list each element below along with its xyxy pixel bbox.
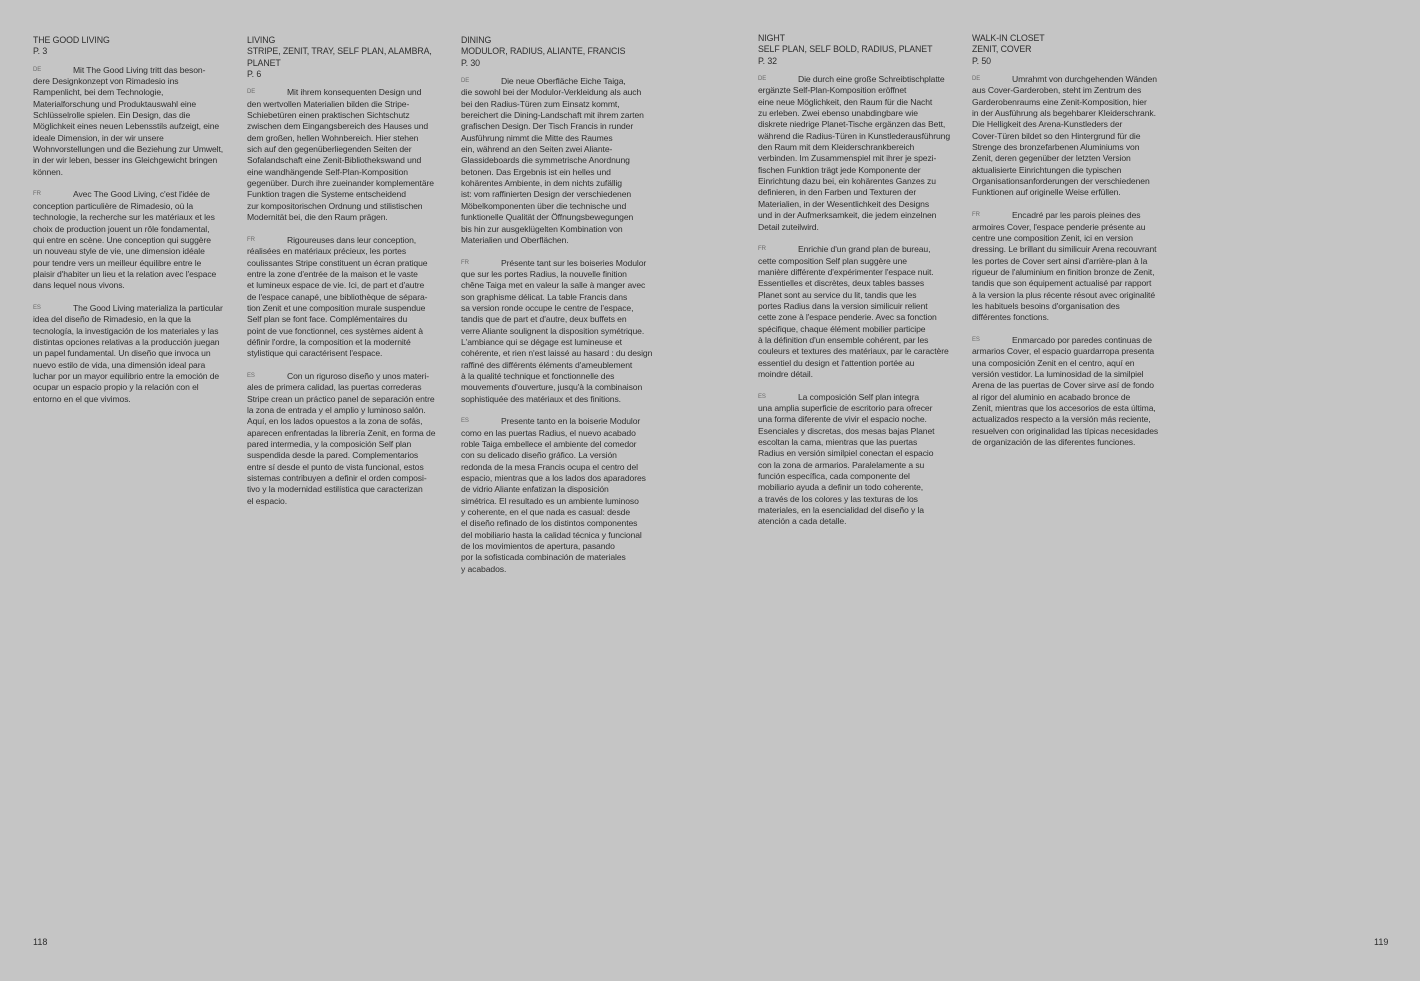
paragraph-de xyxy=(972,74,1177,199)
page-number-right: 119 xyxy=(1374,937,1389,947)
paragraph-text: Umrahmt von durchgehenden Wänden aus Cover-Garderoben, steht im Zentrum des Garderobenraums eine Zenit-Komposition, hier in der Ausführung als begehbarer Kleiderschrank. Die Helligkeit des Arena-Kunstleders der Cover-Türen bildet so den Hintergrund für die Strenge des bronzefarbenen Aluminiums von Zenit, deren gegenüber der letzten Version aktualisierte Einrichtungen die typischen Organisationsanforderungen der verschiedenen Funktionen auf originelle Weise erfüllen. xyxy=(972,74,1157,198)
lang-label: FR xyxy=(758,246,766,253)
column-dining xyxy=(461,35,666,587)
paragraph-de xyxy=(461,76,666,246)
lang-label: ES xyxy=(972,336,980,343)
lang-label: FR xyxy=(461,259,469,266)
paragraph-text: The Good Living materializa la particular idea del diseño de Rimadesio, en la que la tecnología, la investigación de los materiales y las distintas opciones relativas a la producción juegan un papel fundamental. Un diseño que invoca un nuevo estilo de vida, una dimensión ideal para luchar por un mayor equilibrio entre la emoción de ocupar un espacio propio y la relación con el entorno en el que vivimos. xyxy=(33,302,223,404)
section-heading: THE GOOD LIVING P. 3 xyxy=(33,35,110,57)
section-heading: WALK-IN CLOSET ZENIT, COVER P. 50 xyxy=(972,33,1045,66)
paragraph-text: Rigoureuses dans leur conception, réalisées en matériaux précieux, les portes coulissantes Stripe constituent un écran pratique entre la zone d'entrée de la maison et le vaste et lumineux espace de vie. Ici, de part et d'autre de l'espace canapé, une bibliothèque de sépara- tion Zenit et une composition murale suspendue Self plan se font face. Complémentaires du point de vue fonctionnel, ces systèmes aident à définir l'ordre, la composition et la modernité stylistique qui caractérisent l'espace. xyxy=(247,234,428,359)
paragraph-es xyxy=(758,392,963,528)
lang-label: DE xyxy=(247,89,256,96)
lang-label: DE xyxy=(758,76,767,83)
section-heading: LIVING STRIPE, ZENIT, TRAY, SELF PLAN, ALAMBRA, PLANET P. 6 xyxy=(247,35,432,80)
paragraph-text: Avec The Good Living, c'est l'idée de conception particulière de Rimadesio, où la technologie, la recherche sur les matériaux et les choix de production jouent un rôle fondamental, qui entre en scène. Une conception qui suggère un nouveau style de vie, une dimension idéale pour tendre vers un meilleur équilibre entre le plaisir d'habiter un lieu et la relation avec l'espace dans lequel nous vivons. xyxy=(33,189,217,291)
paragraph-text: Présente tant sur les boiseries Modulor que sur les portes Radius, la nouvelle finition chêne Taiga met en valeur la salle à manger avec son graphisme délicat. La table Francis dans sa version ronde occupe le centre de l'espace, tandis que de part et d'autre, deux buffets en verre Aliante soulignent la disposition symétrique. L'ambiance qui se dégage est lumineuse et cohérente, et rien n'est laissé au hasard : du design raffiné des différents éléments d'ameublement à la qualité technique et fonctionnelle des mouvements d'ouverture, jusqu'à la combinaison sophistiquée des matériaux et des finitions. xyxy=(461,257,653,404)
lang-label: ES xyxy=(33,304,41,311)
paragraph-de xyxy=(247,87,452,223)
paragraph-text: Encadré par les parois pleines des armoires Cover, l'espace penderie présente au centre une composition Zenit, ici en version dressing. Le brillant du similicuir Arena recouvrant les portes de Cover sert ainsi d'arrière-plan à la rigueur de l'aluminium en finition bronze de Zenit, tandis que son équipement actualisé par rapport à la version la plus récente résout avec originalité les habituels besoins d'organisation des différentes fonctions. xyxy=(972,210,1157,323)
paragraph-de xyxy=(33,65,238,178)
paragraph-fr xyxy=(461,258,666,405)
paragraph-text: Die neue Oberfläche Eiche Taiga, die sowohl bei der Modulor-Verkleidung als auch bei den Radius-Türen zum Einsatz kommt, bereichert die Dining-Landschaft mit ihrem zarten grafischen Design. Der Tisch Francis in runder Ausführung nimmt die Mitte des Raumes ein, während an den Seiten zwei Aliante- Glassideboards die symmetrische Anordnung betonen. Das Ergebnis ist ein helles und kohärentes Ambiente, in dem nichts zufällig ist: vom raffinierten Design der verschiedenen Möbelkomponenten über die technische und funktionelle Qualität der Öffnungsbewegungen bis hin zur ausgeklügelten Kombination von Materialien und Oberflächen. xyxy=(461,76,644,245)
paragraph-text: Enrichie d'un grand plan de bureau, cette composition Self plan suggère une manière différente d'expérimenter l'espace nuit. Essentielles et discrètes, deux tables basses Planet sont au service du lit, tandis que les portes Radius dans la version similicuir relient cette zone à l'espace penderie. Avec sa fonction spécifique, chaque élément mobilier participe à la définition d'un ensemble cohérent, par les couleurs et textures des matériaux, par le caractère essentiel du design et l'attention portée au moindre détail. xyxy=(758,244,949,379)
lang-label: FR xyxy=(247,236,255,243)
column-good-living xyxy=(33,35,238,416)
paragraph-text: La composición Self plan integra una amplia superficie de escritorio para ofrecer una forma diferente de vivir el espacio noche. Esenciales y discretas, dos mesas bajas Planet escoltan la cama, mientras que las puertas Radius en versión similpiel conectan el espacio con la zona de armarios. Paralelamente a su función específica, cada componente del mobiliario ayuda a definir un todo coherente, a través de los colores y las texturas de los materiales, en la esencialidad del diseño y la atención a cada detalle. xyxy=(758,391,935,527)
paragraph-text: Enmarcado por paredes continuas de armarios Cover, el espacio guardarropa presenta una composición Zenit en el centro, aquí en versión vestidor. La luminosidad de la similpiel Arena de las puertas de Cover sirve así de fondo al rigor del aluminio en acabado bronce de Zenit, mientras que los accesorios de esta última, actualizados respecto a la versión más reciente, resuelven con originalidad las típicas necesidades de organización de las diferentes funciones. xyxy=(972,334,1159,448)
paragraph-text: Mit The Good Living tritt das beson- dere Designkonzept von Rimadesio ins Rampenlicht, bei dem Technologie, Materialforschung und Produktauswahl eine Schlüsselrolle spielen. Ein Design, das die Möglichkeit eines neuen Lebensstils aufzeigt, eine ideale Dimension, in der wir unsere Wohnvorstellungen und die Beziehung zur Umwelt, in der wir leben, besser ins Gleichgewicht bringen können. xyxy=(33,64,224,177)
paragraph-de xyxy=(758,74,963,233)
lang-label: DE xyxy=(461,78,470,85)
paragraph-es xyxy=(461,416,666,575)
paragraph-text: Mit ihrem konsequenten Design und den wertvollen Materialien bilden die Stripe- Schiebetüren einen praktischen Sichtschutz zwischen dem Eingangsbereich des Hauses und dem großen, hellen Wohnbereich. Hier stehen sich auf den gegenüberliegenden Seiten der Sofalandschaft eine Zenit-Bibliothekswand und eine wandhängende Self-Plan-Komposition gegenüber. Durch ihre zueinander komplementäre Funktion tragen die Systeme entscheidend zur kompositorischen Ordnung und stilistischen Modernität bei, die den Raum prägen. xyxy=(247,87,434,223)
lang-label: ES xyxy=(758,393,766,400)
column-walk-in-closet xyxy=(972,33,1177,460)
paragraph-es xyxy=(972,335,1177,448)
page-number-left: 118 xyxy=(33,937,48,947)
paragraph-text: Presente tanto en la boiserie Modulor como en las puertas Radius, el nuevo acabado roble Taiga embellece el ambiente del comedor con su delicado diseño gráfico. La versión redonda de la mesa Francis ocupa el centro del espacio, mientras que a los lados dos aparadores de vidrio Aliante enfatizan la disposición simétrica. El resultado es un ambiente luminoso y coherente, en el que nada es casual: desde el diseño refinado de los distintos componentes del mobiliario hasta la calidad técnica y funcional de los movimientos de apertura, pasando por la sofisticada combinación de materiales y acabados. xyxy=(461,416,646,574)
paragraph-es xyxy=(247,371,452,507)
paragraph-fr xyxy=(972,210,1177,323)
paragraph-fr xyxy=(758,244,963,380)
lang-label: FR xyxy=(33,191,41,198)
column-night xyxy=(758,33,963,539)
column-living xyxy=(247,35,452,518)
lang-label: DE xyxy=(972,76,981,83)
lang-label: DE xyxy=(33,66,42,73)
paragraph-fr xyxy=(247,235,452,360)
lang-label: ES xyxy=(247,372,255,379)
section-heading: NIGHT SELF PLAN, SELF BOLD, RADIUS, PLANET P. 32 xyxy=(758,33,933,66)
section-heading: DINING MODULOR, RADIUS, ALIANTE, FRANCIS P. 30 xyxy=(461,35,626,68)
lang-label: FR xyxy=(972,212,980,219)
paragraph-text: Die durch eine große Schreibtischplatte ergänzte Self-Plan-Komposition eröffnet eine neue Möglichkeit, den Raum für die Nacht zu erleben. Zwei ebenso unabdingbare wie diskrete niedrige Planet-Tische ergänzen das Bett, während die Radius-Türen in Kunstlederausführung den Raum mit dem Kleiderschrankbereich verbinden. Im Zusammenspiel mit ihrer je spezi- fischen Funktion trägt jede Komponente der Einrichtung dazu bei, ein kohärentes Ganzes zu definieren, in den Farben und Texturen der Materialien, in der Wesentlichkeit des Designs und in der Aufmerksamkeit, die jedem einzelnen Detail zuteilwird. xyxy=(758,74,951,232)
lang-label: ES xyxy=(461,418,469,425)
paragraph-es xyxy=(33,303,238,405)
paragraph-text: Con un riguroso diseño y unos materi- ales de primera calidad, las puertas correderas Stripe crean un práctico panel de separación entre la zona de entrada y el amplio y luminoso salón. Aquí, en los lados opuestos a la zona de sofás, aparecen enfrentadas la librería Zenit, en forma de pared intermedia, y la composición Self plan suspendida desde la pared. Complementarios entre sí desde el punto de vista funcional, estos sistemas contribuyen a definir el orden composi- tivo y la modernidad estilística que caracterizan el espacio. xyxy=(247,370,436,506)
paragraph-fr xyxy=(33,189,238,291)
